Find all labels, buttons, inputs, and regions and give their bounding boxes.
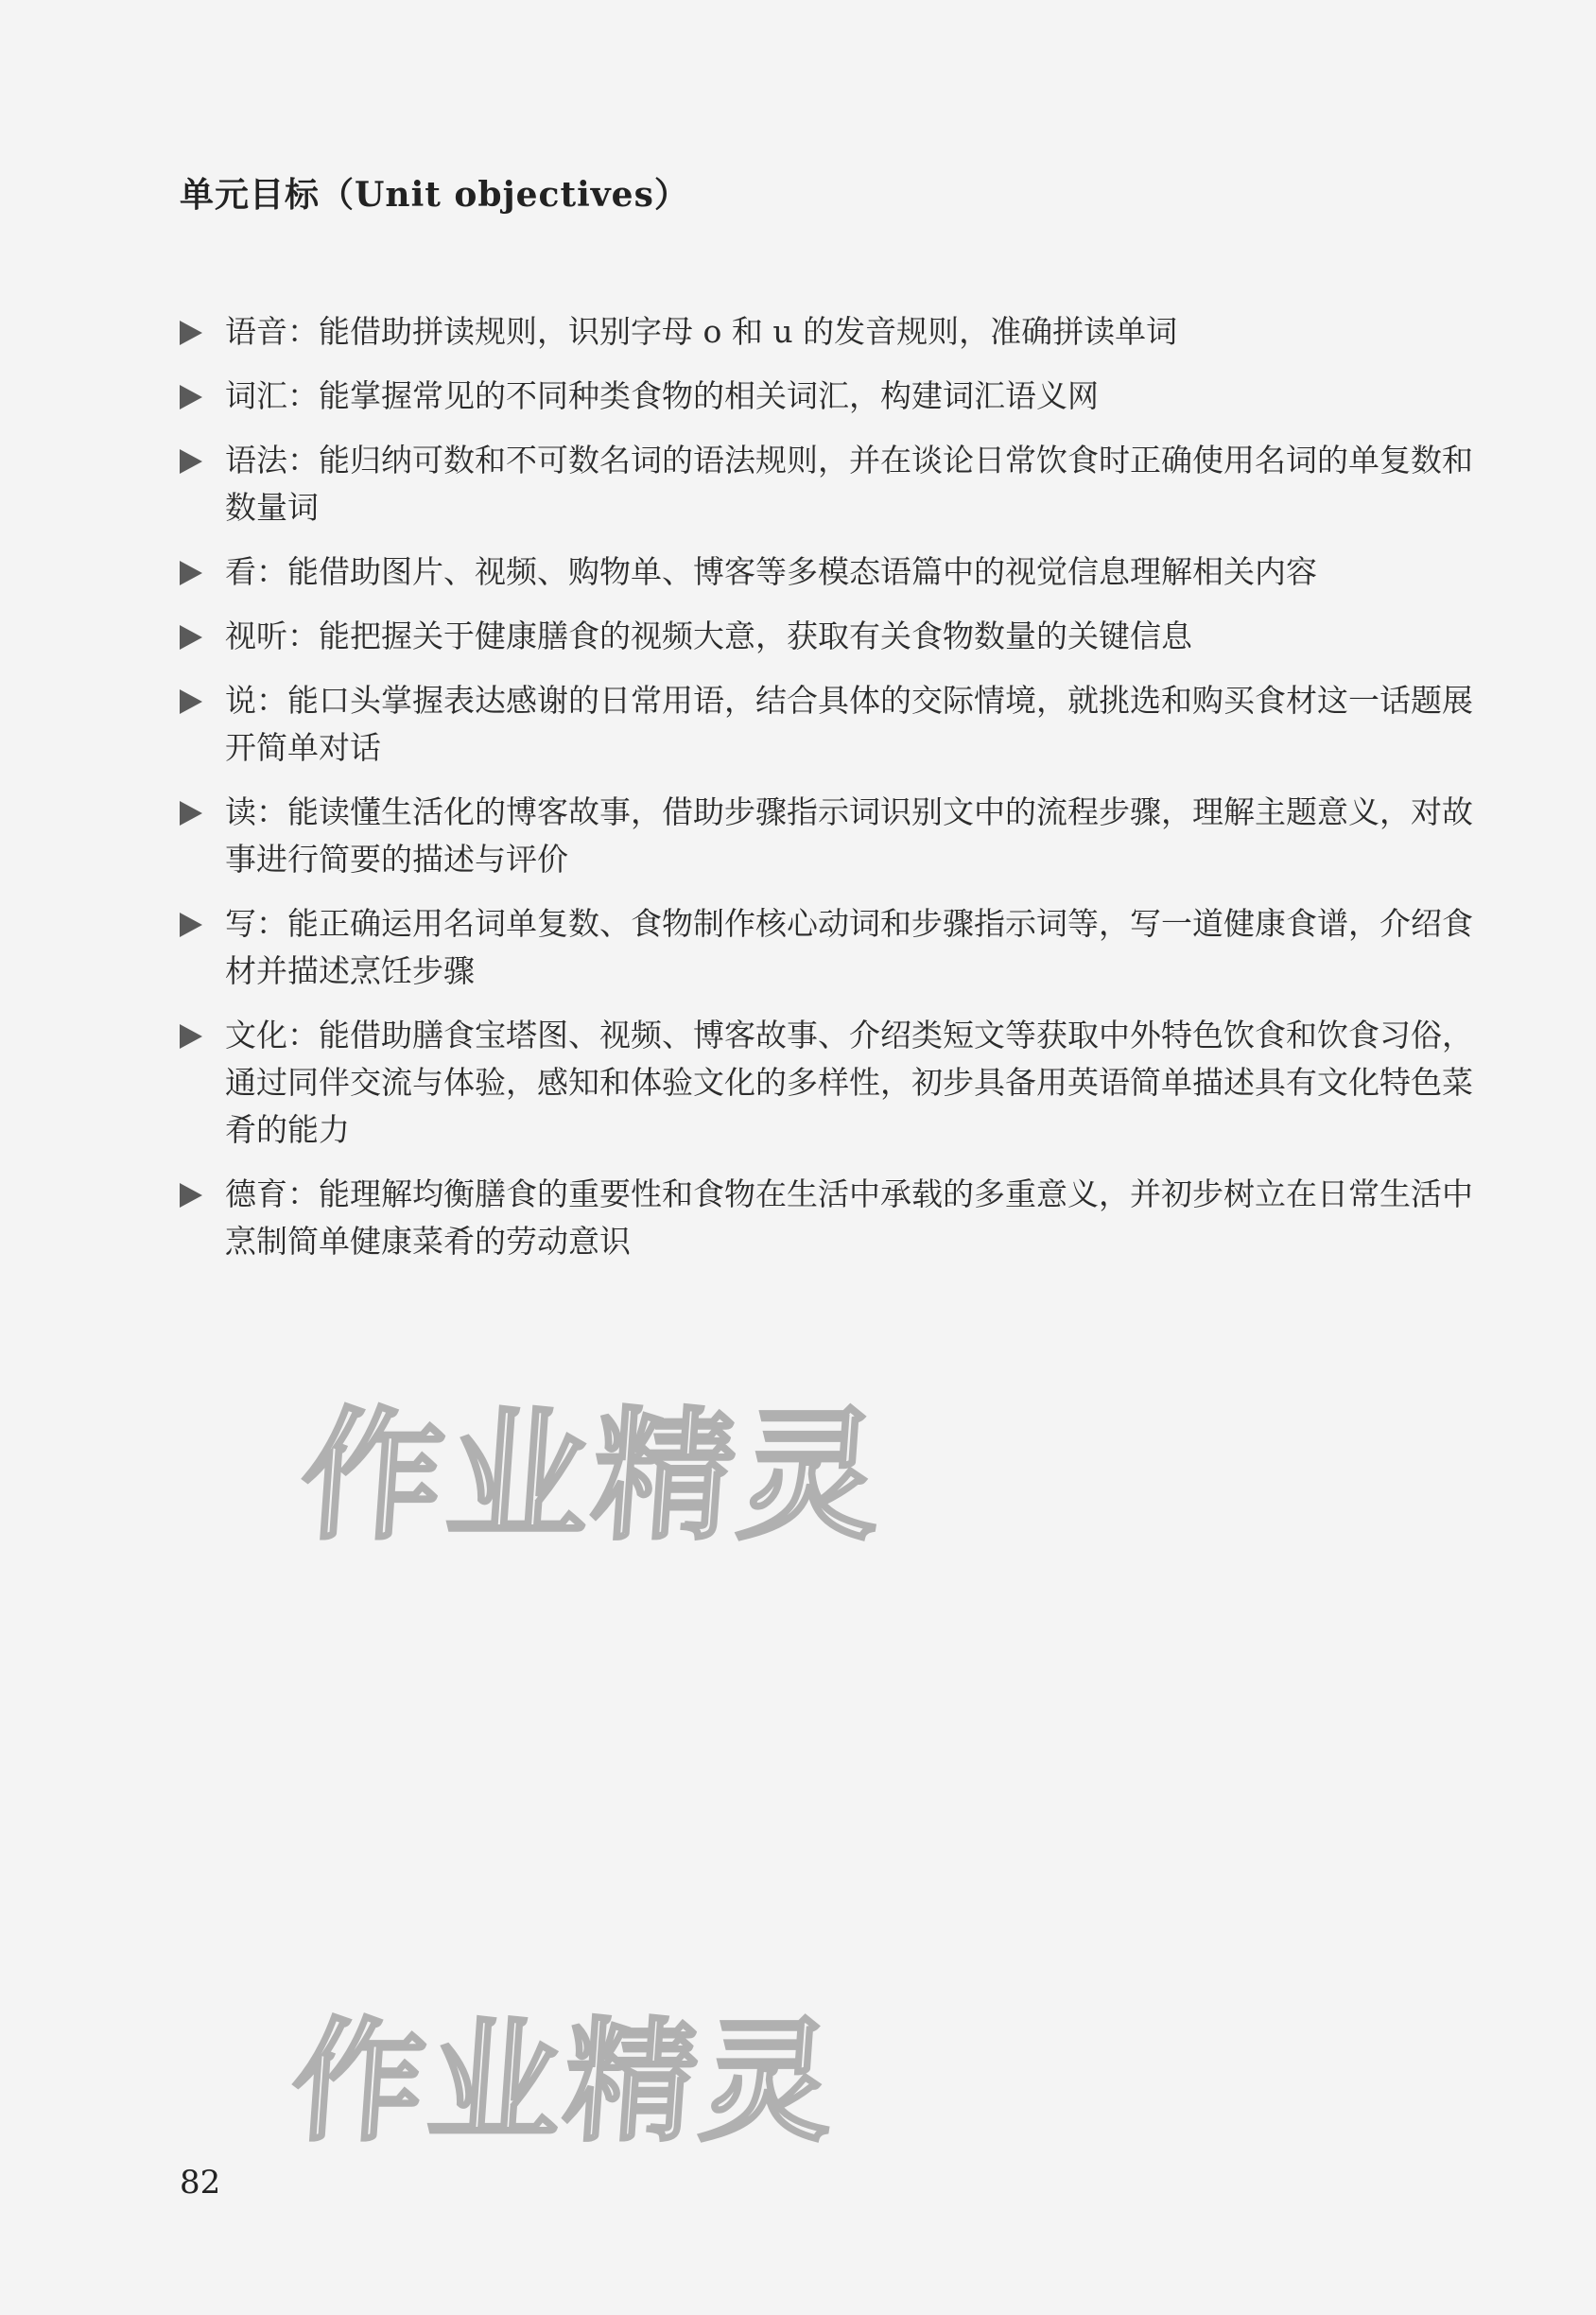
list-item <box>180 613 1475 660</box>
objective-text: 看：能借助图片、视频、购物单、博客等多模态语篇中的视觉信息理解相关内容 <box>225 553 1317 590</box>
page-number: 82 <box>180 2164 221 2202</box>
list-item <box>180 789 1475 883</box>
list-item <box>180 437 1475 531</box>
triangle-bullet-icon <box>180 1183 202 1208</box>
triangle-bullet-icon <box>180 625 202 650</box>
list-item <box>180 900 1475 995</box>
triangle-bullet-icon <box>180 385 202 409</box>
triangle-bullet-icon <box>180 801 202 826</box>
objective-text: 德育：能理解均衡膳食的重要性和食物在生活中承载的多重意义，并初步树立在日常生活中烹制简单健康菜肴的劳动意识 <box>225 1175 1473 1260</box>
list-item <box>180 373 1475 420</box>
objective-text: 读：能读懂生活化的博客故事，借助步骤指示词识别文中的流程步骤，理解主题意义，对故事进行简要的描述与评价 <box>225 793 1473 878</box>
objective-text: 说：能口头掌握表达感谢的日常用语，结合具体的交际情境，就挑选和购买食材这一话题展开简单对话 <box>225 682 1473 766</box>
objective-text: 文化：能借助膳食宝塔图、视频、博客故事、介绍类短文等获取中外特色饮食和饮食习俗，通过同伴交流与体验，感知和体验文化的多样性，初步具备用英语简单描述具有文化特色菜肴的能力 <box>225 1017 1473 1148</box>
triangle-bullet-icon <box>180 689 202 714</box>
list-item <box>180 1012 1475 1154</box>
objectives-list <box>180 308 1475 1282</box>
objective-text: 视听：能把握关于健康膳食的视频大意，获取有关食物数量的关键信息 <box>225 618 1192 654</box>
triangle-bullet-icon <box>180 321 202 345</box>
page-title: 单元目标（Unit objectives） <box>180 175 689 215</box>
list-item <box>180 677 1475 772</box>
watermark: 作业精灵 <box>295 1395 891 1559</box>
list-item <box>180 1171 1475 1265</box>
objective-text: 语法：能归纳可数和不可数名词的语法规则，并在谈论日常饮食时正确使用名词的单复数和数量词 <box>225 442 1473 526</box>
objective-text: 词汇：能掌握常见的不同种类食物的相关词汇，构建词汇语义网 <box>225 377 1099 414</box>
triangle-bullet-icon <box>180 561 202 585</box>
objective-text: 语音：能借助拼读规则，识别字母 o 和 u 的发音规则，准确拼读单词 <box>225 313 1178 350</box>
triangle-bullet-icon <box>180 913 202 937</box>
objective-text: 写：能正确运用名词单复数、食物制作核心动词和步骤指示词等，写一道健康食谱，介绍食材并描述烹饪步骤 <box>225 905 1473 989</box>
watermark: 作业精灵 <box>286 2006 842 2160</box>
triangle-bullet-icon <box>180 1024 202 1049</box>
list-item <box>180 308 1475 356</box>
list-item <box>180 548 1475 596</box>
triangle-bullet-icon <box>180 449 202 474</box>
